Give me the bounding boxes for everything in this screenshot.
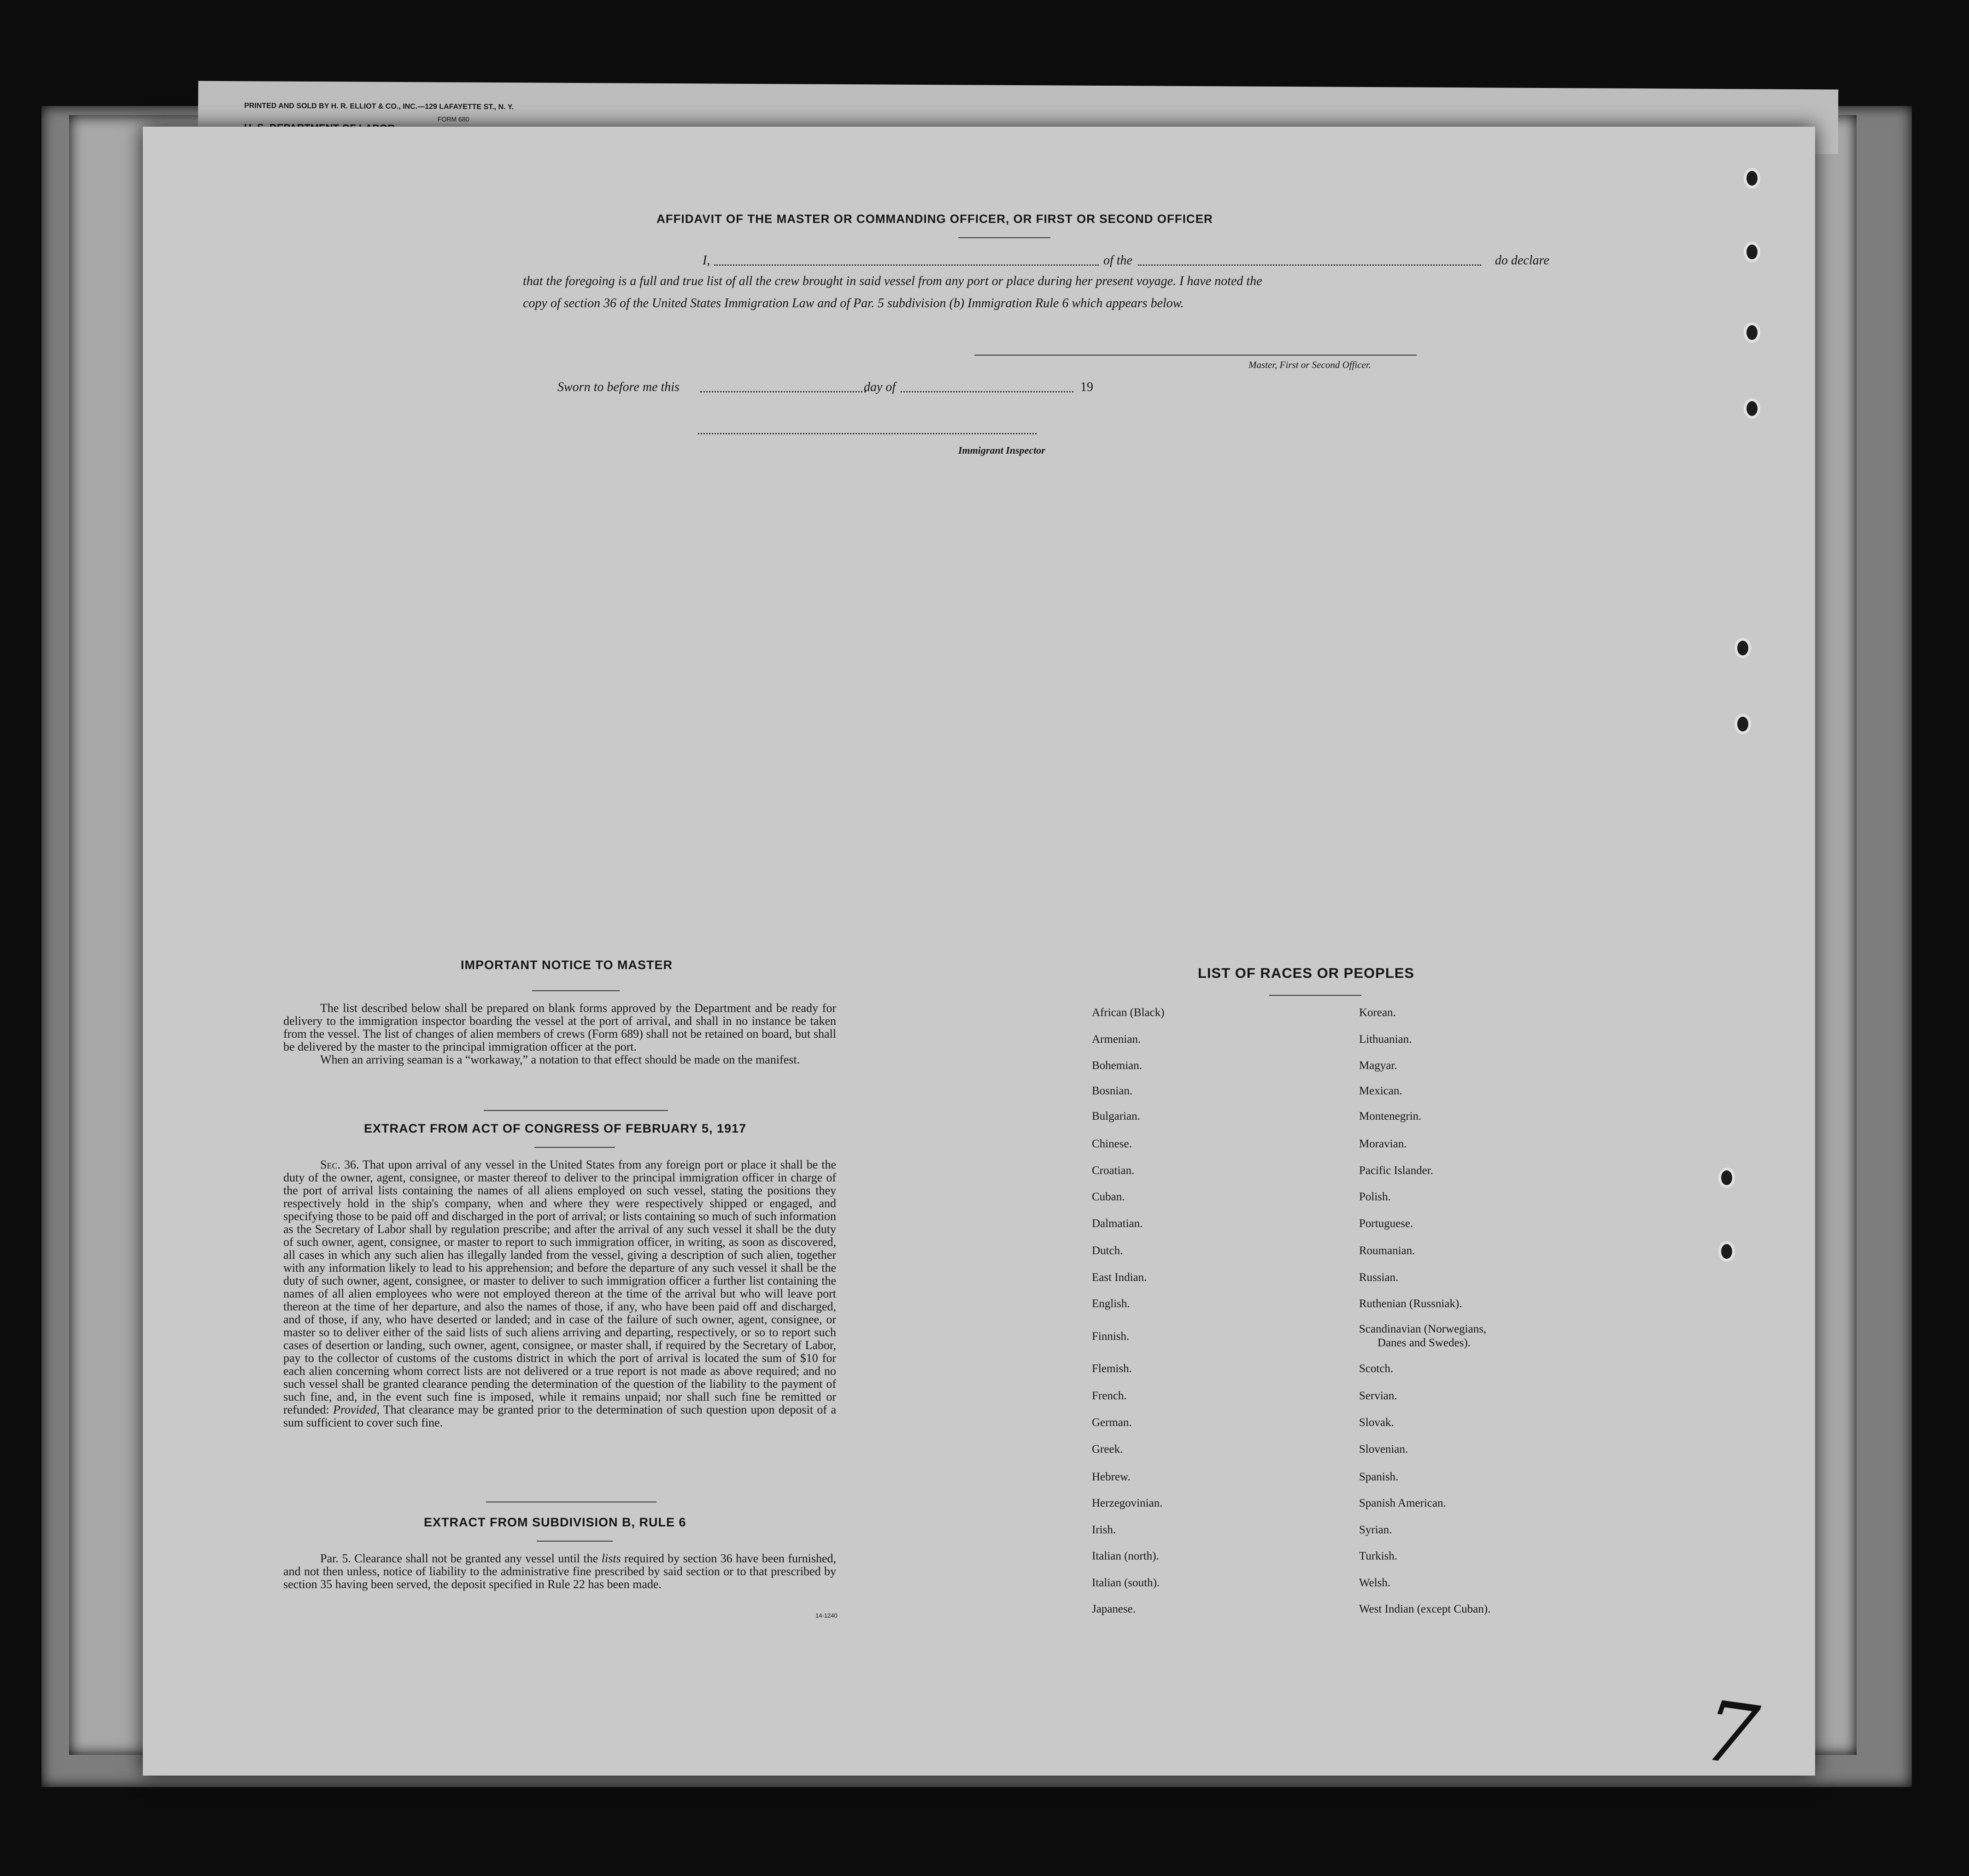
race-item: Bulgarian.	[1092, 1110, 1140, 1122]
punch-hole	[1718, 1168, 1735, 1188]
race-item: Portuguese.	[1359, 1217, 1413, 1230]
race-item: Chinese.	[1092, 1138, 1132, 1150]
race-item: Spanish American.	[1359, 1497, 1446, 1509]
section-36-text-end: That clearance may be granted prior to the determination of such question upon deposit of a sum sufficient to cover such fine.	[283, 1403, 837, 1429]
day-of-label: day of	[864, 380, 896, 394]
race-item: Roumanian.	[1359, 1245, 1415, 1257]
race-item: Lithuanian.	[1359, 1033, 1412, 1046]
races-title: LIST OF RACES OR PEOPLES	[1198, 965, 1415, 981]
divider	[1269, 995, 1361, 996]
race-item: Dutch.	[1092, 1245, 1123, 1257]
section-36-text: That upon arrival of any vessel in the United States from any foreign port or place it shall be the duty of the owner, agent, consignee, or master thereof to deliver to the principal immigration officer in charge of the port of arrival lists containing the names of all aliens employed on such vessel, stating the positions they respectively hold in the ship's company, when and where they were respectively shipped or engaged, and specifying those to be paid off and discharged in the port of arrival; or lists containing so much of such information as the Secretary of Labor shall by regulation prescribe; and after the arrival of any such vessel it shall be the duty of such owner, agent, consignee, or master to report to such immigration officer, in writing, as soon as discovered, all cases in which any such alien has illegally landed from the vessel, giving a description of such alien, together with any information likely to lead to his apprehension; and before the departure of any such vessel it shall be the duty of such owner, agent, consignee, or master to deliver to such immigration officer a further list containing the names of all alien employees who were not employed thereon at the time of the arrival but who will leave port thereon at the time of her departure, and also the names of those, if any, who have been paid off and discharged, and of those, if any, who have deserted or landed; and in case of the failure of such owner, agent, consignee, or master so to deliver either of the said lists of such aliens arriving and departing, respectively, or so to report such cases of desertion or landing, such owner, agent, consignee, or master shall, if required by the Secretary of Labor, pay to the collector of customs of the customs district in which the port of arrival is located the sum of $10 for each alien concerning whom correct lists are not delivered or a true report is not made as above required; and no such vessel shall be granted clearance pending the determination of the question of the liability to the payment of such fine, and, in the event such fine is imposed, while it remains unpaid; nor shall such fine be remitted or refunded:	[283, 1158, 837, 1416]
race-item: Italian (north).	[1092, 1550, 1159, 1562]
race-item: Korean.	[1359, 1006, 1396, 1019]
race-item: Dalmatian.	[1092, 1217, 1143, 1230]
race-item: Greek.	[1092, 1443, 1123, 1455]
race-item: Italian (south).	[1092, 1577, 1160, 1589]
race-item: French.	[1092, 1390, 1127, 1402]
race-item: English.	[1092, 1297, 1130, 1310]
inspector-signature-line[interactable]	[698, 433, 1037, 434]
inspector-label: Immigrant Inspector	[958, 444, 1045, 456]
form-code: 14-1240	[815, 1612, 838, 1619]
lists-word: lists	[601, 1552, 621, 1565]
race-item: Scandinavian (Norwegians,	[1359, 1323, 1487, 1335]
race-item: Syrian.	[1359, 1524, 1392, 1536]
race-item: Spanish.	[1359, 1471, 1399, 1483]
extract-act-body	[283, 1158, 836, 1429]
race-item: Magyar.	[1359, 1059, 1397, 1072]
race-item: Irish.	[1092, 1524, 1116, 1536]
handwritten-page-number: 7	[1698, 1683, 1764, 1785]
affidavit-line-1	[560, 253, 1573, 272]
affidavit-of-the: of the	[1103, 253, 1132, 268]
document-page	[143, 127, 1815, 1776]
race-item: Cuban.	[1092, 1191, 1125, 1203]
divider	[532, 990, 620, 991]
notice-paragraph-1: The list described below shall be prepared on blank forms approved by the Department and be ready for delivery to the immigration inspector boarding the vessel at the port of arrival, and shall in no instance be taken from the vessel. The list of changes of alien members of crews (Form 689) shall not be retained on board, but shall be delivered by the master to the principal immigration officer at the port.	[283, 1001, 836, 1053]
notice-body	[283, 1002, 836, 1066]
divider	[534, 1147, 615, 1148]
name-field[interactable]	[714, 264, 1099, 266]
race-item: Polish.	[1359, 1191, 1391, 1203]
year-prefix: 19	[1080, 380, 1093, 394]
punch-hole	[1735, 638, 1751, 658]
race-item: Pacific Islander.	[1359, 1164, 1434, 1177]
signature-line[interactable]	[974, 355, 1417, 356]
extract-rule-title: EXTRACT FROM SUBDIVISION B, RULE 6	[424, 1515, 686, 1529]
race-item: Herzegovinian.	[1092, 1497, 1163, 1509]
affidavit-i: I,	[703, 253, 710, 268]
sworn-day-field[interactable]	[700, 391, 866, 392]
extract-rule-body	[283, 1552, 836, 1591]
race-item: Armenian.	[1092, 1033, 1141, 1046]
race-item: Montenegrin.	[1359, 1110, 1422, 1122]
divider	[537, 1541, 613, 1542]
punch-hole	[1744, 398, 1760, 419]
race-item: Finnish.	[1092, 1330, 1130, 1343]
race-item: German.	[1092, 1416, 1132, 1429]
affidavit-declare: do declare	[1495, 253, 1549, 268]
provided-word: Provided,	[333, 1403, 380, 1416]
rule-text-a: Par. 5. Clearance shall not be granted any vessel until the	[320, 1552, 598, 1565]
race-item: Ruthenian (Russniak).	[1359, 1297, 1462, 1310]
punch-hole	[1744, 242, 1760, 262]
race-item: East Indian.	[1092, 1271, 1147, 1284]
notice-title: IMPORTANT NOTICE TO MASTER	[461, 958, 673, 972]
punch-hole	[1744, 322, 1760, 343]
race-item: Bohemian.	[1092, 1059, 1143, 1072]
race-item: Slovenian.	[1359, 1443, 1408, 1455]
signature-label: Master, First or Second Officer.	[1248, 359, 1371, 370]
section-label: Sec. 36.	[320, 1158, 359, 1171]
sworn-line	[557, 380, 1110, 398]
punch-hole	[1718, 1241, 1735, 1262]
race-item: Hebrew.	[1092, 1471, 1131, 1483]
race-item: Croatian.	[1092, 1164, 1135, 1177]
race-item: African (Black)	[1092, 1006, 1165, 1019]
sworn-label: Sworn to before me this	[557, 380, 680, 394]
race-item: Japanese.	[1092, 1603, 1136, 1615]
race-item: Flemish.	[1092, 1362, 1132, 1375]
affidavit-title: AFFIDAVIT OF THE MASTER OR COMMANDING OFFICER, OR FIRST OR SECOND OFFICER	[656, 212, 1213, 226]
divider	[958, 237, 1050, 238]
race-item: Servian.	[1359, 1390, 1397, 1402]
race-item: Mexican.	[1359, 1085, 1402, 1097]
race-item: Slovak.	[1359, 1416, 1394, 1429]
race-item: West Indian (except Cuban).	[1359, 1603, 1491, 1615]
race-item: Turkish.	[1359, 1550, 1398, 1562]
printer-imprint: PRINTED AND SOLD BY H. R. ELLIOT & CO., INC.—129 LAFAYETTE ST., N. Y.	[244, 102, 514, 111]
punch-hole	[1744, 168, 1760, 188]
race-item: Russian.	[1359, 1271, 1399, 1284]
affidavit-line-2: that the foregoing is a full and true list of all the crew brought in said vessel from any port or place during her present voyage. I have noted the	[523, 274, 1262, 288]
race-item: Bosnian.	[1092, 1085, 1133, 1097]
sworn-month-field[interactable]	[901, 391, 1073, 392]
extract-act-title: EXTRACT FROM ACT OF CONGRESS OF FEBRUARY 5, 1917	[364, 1122, 747, 1135]
race-item: Welsh.	[1359, 1577, 1391, 1589]
race-item: Moravian.	[1359, 1138, 1407, 1150]
race-item: Danes and Swedes).	[1377, 1337, 1471, 1349]
vessel-field[interactable]	[1138, 264, 1481, 266]
race-item: Scotch.	[1359, 1362, 1394, 1375]
notice-paragraph-2: When an arriving seaman is a “workaway,” a notation to that effect should be made on the manifest.	[320, 1053, 800, 1066]
affidavit-line-3: copy of section 36 of the United States Immigration Law and of Par. 5 subdivision (b) Immigration Rule 6 which appears below.	[523, 296, 1184, 310]
divider	[484, 1110, 668, 1111]
rule-text-b: required by section 36 have been furnished, and not then unless, notice of liability to the administrative fine prescribed by said section or to that prescribed by section 35 having been served, the deposit specified in Rule 22 has been made.	[283, 1552, 837, 1591]
form-number: FORM 680	[437, 115, 469, 123]
punch-hole	[1735, 714, 1751, 734]
